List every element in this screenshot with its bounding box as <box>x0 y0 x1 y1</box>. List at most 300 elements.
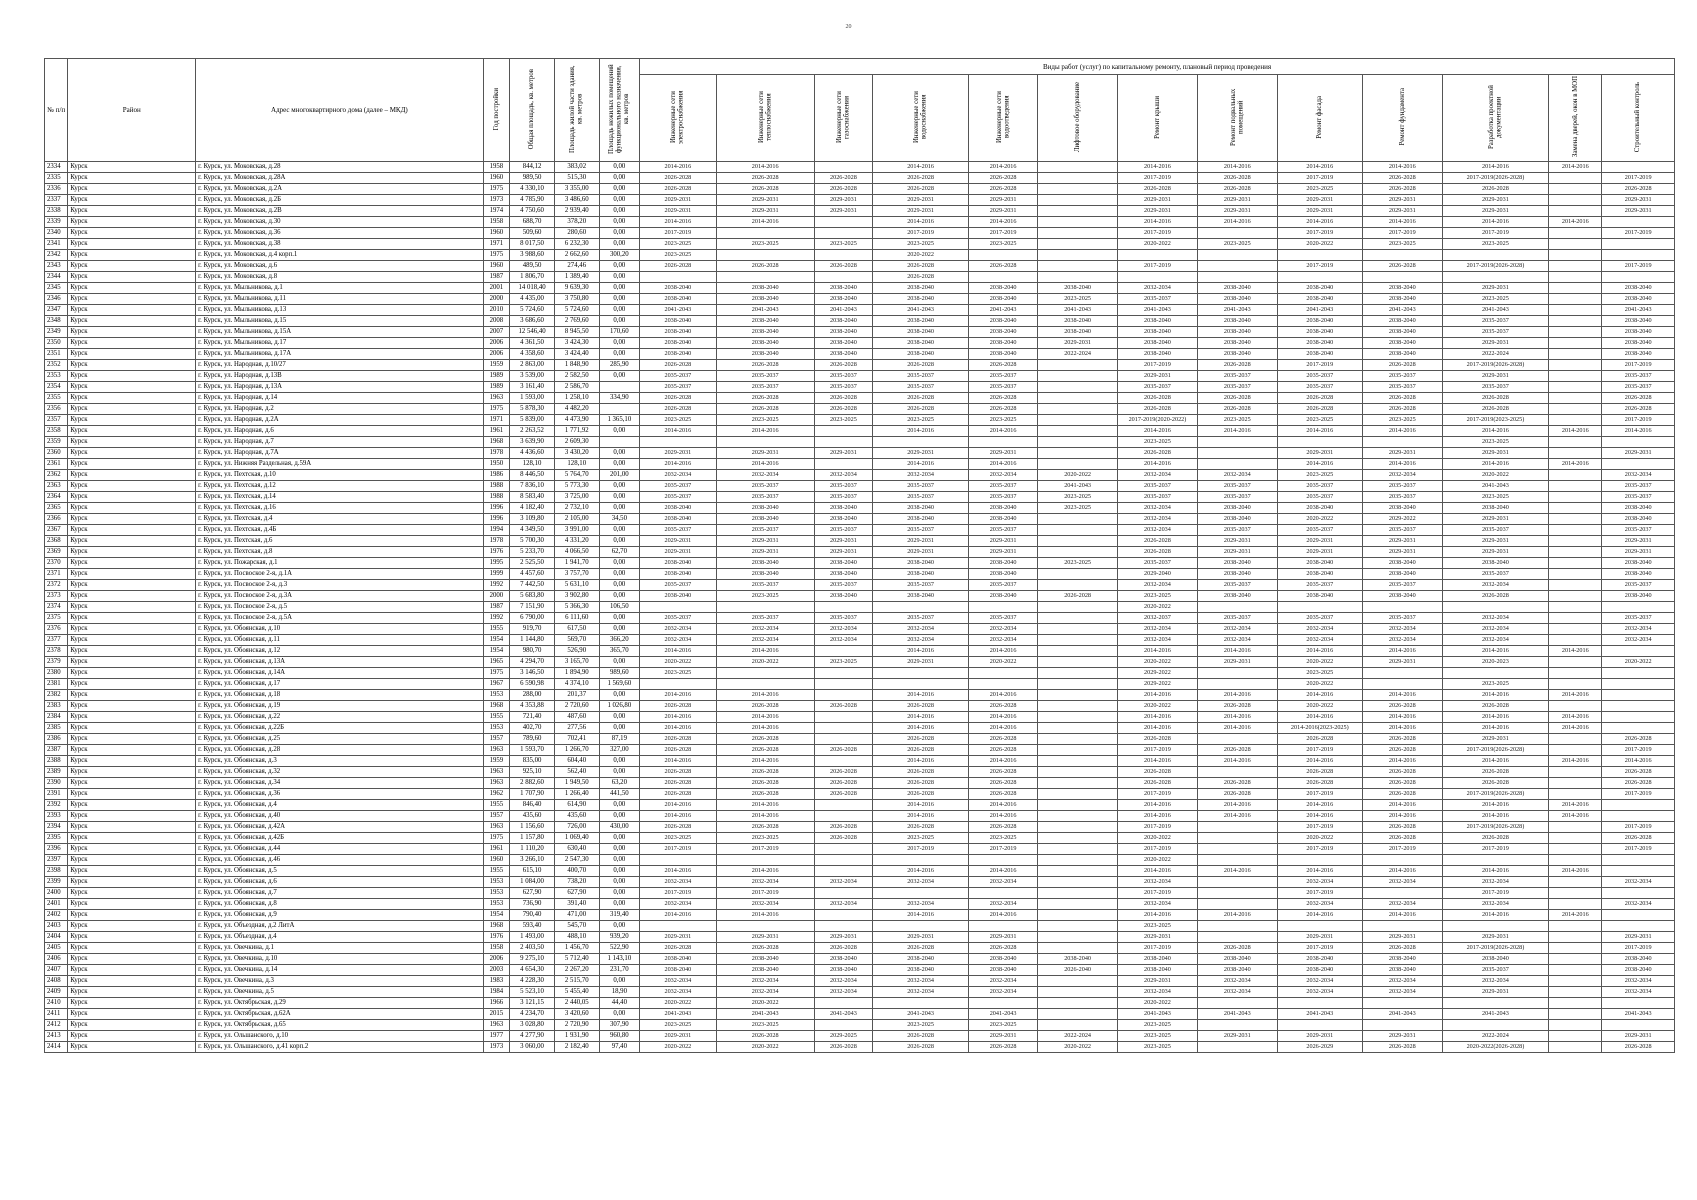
work-period-cell <box>1549 481 1602 492</box>
work-period-cell: 2035-2037 <box>1442 382 1548 393</box>
work-period-cell: 2035-2037 <box>640 371 717 382</box>
work-period-cell: 2032-2034 <box>1442 877 1548 888</box>
work-period-cell: 2017-2019(2026-2028) <box>1442 789 1548 800</box>
year-cell: 1953 <box>483 888 510 899</box>
work-period-cell: 2014-2016 <box>1277 756 1362 767</box>
work-period-cell <box>814 855 873 866</box>
work-period-cell: 2035-2037 <box>1442 965 1548 976</box>
address-cell: г. Курск, ул. Моковская, д.2А <box>196 184 483 195</box>
address-cell: г. Курск, ул. Моковская, д.4 корп.1 <box>196 250 483 261</box>
nonres-area-cell: 0,00 <box>599 536 639 547</box>
work-period-cell: 2014-2016 <box>640 217 717 228</box>
work-period-cell: 2032-2034 <box>969 624 1038 635</box>
year-cell: 1987 <box>483 272 510 283</box>
work-period-cell: 2038-2040 <box>716 327 814 338</box>
table-row <box>45 679 1675 690</box>
row-number: 2377 <box>45 635 68 646</box>
work-period-cell: 2026-2028 <box>640 184 717 195</box>
nonres-area-cell: 0,00 <box>599 657 639 668</box>
address-cell: г. Курск, ул. Народная, д.13А <box>196 382 483 393</box>
work-period-cell <box>814 910 873 921</box>
work-period-cell: 2017-2019(2026-2028) <box>1442 745 1548 756</box>
work-period-cell <box>1038 261 1118 272</box>
address-cell: г. Курск, ул. Объездная, д.2 ЛитА <box>196 921 483 932</box>
work-period-cell <box>1549 525 1602 536</box>
work-period-cell <box>814 712 873 723</box>
table-row <box>45 250 1675 261</box>
work-period-cell: 2014-2016 <box>1197 800 1277 811</box>
work-period-cell: 2029-2031 <box>969 206 1038 217</box>
work-period-cell: 2026-2028 <box>716 734 814 745</box>
work-period-cell <box>1602 646 1675 657</box>
work-period-cell: 2026-2028 <box>1197 393 1277 404</box>
work-period-cell <box>716 228 814 239</box>
work-period-cell: 2026-2028 <box>1602 184 1675 195</box>
nonres-area-cell: 0,00 <box>599 426 639 437</box>
total-area-cell: 509,60 <box>510 228 555 239</box>
year-cell: 2010 <box>483 305 510 316</box>
work-period-cell <box>1549 261 1602 272</box>
work-period-cell: 2026-2028 <box>873 173 969 184</box>
work-period-cell: 2038-2040 <box>1362 965 1442 976</box>
district-cell: Курск <box>68 459 196 470</box>
work-period-cell: 2014-2016 <box>716 800 814 811</box>
work-period-cell: 2032-2034 <box>1118 899 1198 910</box>
address-cell: г. Курск, ул. Моковская, д.8 <box>196 272 483 283</box>
work-period-cell: 2029-2031 <box>814 195 873 206</box>
work-period-cell: 2032-2034 <box>716 899 814 910</box>
work-period-cell <box>1038 624 1118 635</box>
table-row <box>45 1009 1675 1020</box>
work-period-cell <box>1197 1042 1277 1053</box>
work-period-cell: 2017-2019 <box>1602 844 1675 855</box>
work-period-cell: 2032-2034 <box>716 976 814 987</box>
work-period-cell: 2014-2016 <box>1549 910 1602 921</box>
table-row <box>45 393 1675 404</box>
work-period-cell: 2029-2031 <box>640 195 717 206</box>
work-period-cell: 2014-2016 <box>1277 800 1362 811</box>
work-period-cell: 2032-2034 <box>969 987 1038 998</box>
work-period-cell: 2023-2025 <box>716 833 814 844</box>
work-period-cell: 2026-2028 <box>873 1042 969 1053</box>
year-cell: 2003 <box>483 965 510 976</box>
row-number: 2362 <box>45 470 68 481</box>
work-period-cell <box>1197 844 1277 855</box>
total-area-cell: 736,90 <box>510 899 555 910</box>
year-cell: 1953 <box>483 723 510 734</box>
address-cell: г. Курск, ул. Пехтская, д.12 <box>196 481 483 492</box>
work-period-cell: 2026-2028 <box>716 943 814 954</box>
year-cell: 1950 <box>483 459 510 470</box>
table-row <box>45 503 1675 514</box>
row-number: 2385 <box>45 723 68 734</box>
nonres-area-cell: 0,00 <box>599 195 639 206</box>
work-period-cell <box>1602 250 1675 261</box>
work-period-cell: 2032-2034 <box>716 877 814 888</box>
work-period-cell: 2026-2028 <box>1442 184 1548 195</box>
col-header-work-water: Инженерные сети водоснабжения <box>873 75 969 162</box>
work-period-cell: 2014-2016 <box>1118 811 1198 822</box>
year-cell: 1953 <box>483 899 510 910</box>
work-period-cell: 2014-2016 <box>1118 426 1198 437</box>
work-period-cell: 2026-2028 <box>969 767 1038 778</box>
work-period-cell: 2038-2040 <box>1602 349 1675 360</box>
work-period-cell: 2032-2034 <box>873 624 969 635</box>
work-period-cell: 2026-2040 <box>1038 965 1118 976</box>
work-period-cell <box>1038 448 1118 459</box>
row-number: 2369 <box>45 547 68 558</box>
work-period-cell <box>1549 668 1602 679</box>
table-row <box>45 448 1675 459</box>
work-period-cell <box>969 888 1038 899</box>
work-period-cell: 2020-2022 <box>640 657 717 668</box>
work-period-cell: 2026-2028 <box>873 734 969 745</box>
work-period-cell: 2026-2029 <box>1277 1042 1362 1053</box>
work-period-cell: 2014-2016 <box>1362 217 1442 228</box>
table-row <box>45 536 1675 547</box>
work-period-cell: 2032-2034 <box>873 470 969 481</box>
work-period-cell: 2038-2040 <box>814 514 873 525</box>
work-period-cell: 2029-2031 <box>1602 1031 1675 1042</box>
district-cell: Курск <box>68 910 196 921</box>
work-period-cell: 2029-2031 <box>1362 932 1442 943</box>
work-period-cell: 2032-2034 <box>1197 976 1277 987</box>
work-period-cell: 2032-2034 <box>1118 624 1198 635</box>
work-period-cell: 2032-2034 <box>1197 470 1277 481</box>
col-header-work-facade: Ремонт фасада <box>1277 75 1362 162</box>
work-period-cell: 2029-2031 <box>1602 195 1675 206</box>
address-cell: г. Курск, ул. Обоянская, д.25 <box>196 734 483 745</box>
work-period-cell: 2014-2016 <box>1197 217 1277 228</box>
total-area-cell: 7 442,50 <box>510 580 555 591</box>
address-cell: г. Курск, ул. Моковская, д.38 <box>196 239 483 250</box>
work-period-cell: 2026-2028 <box>1277 767 1362 778</box>
work-period-cell: 2038-2040 <box>716 558 814 569</box>
district-cell: Курск <box>68 481 196 492</box>
work-period-cell <box>814 602 873 613</box>
year-cell: 2008 <box>483 316 510 327</box>
work-period-cell: 2029-2031 <box>1602 448 1675 459</box>
work-period-cell: 2032-2034 <box>873 877 969 888</box>
work-period-cell: 2035-2037 <box>814 492 873 503</box>
living-area-cell: 1 894,90 <box>554 668 599 679</box>
work-period-cell <box>1038 426 1118 437</box>
nonres-area-cell <box>599 382 639 393</box>
address-cell: г. Курск, ул. Народная, д.6 <box>196 426 483 437</box>
work-period-cell: 2017-2019(2026-2028) <box>1442 360 1548 371</box>
work-period-cell <box>1549 635 1602 646</box>
work-period-cell: 2035-2037 <box>1118 481 1198 492</box>
work-period-cell: 2032-2034 <box>640 976 717 987</box>
work-period-cell <box>1038 613 1118 624</box>
work-period-cell: 2014-2016 <box>716 723 814 734</box>
work-period-cell <box>640 679 717 690</box>
district-cell: Курск <box>68 899 196 910</box>
work-period-cell <box>1549 503 1602 514</box>
work-period-cell <box>814 679 873 690</box>
district-cell: Курск <box>68 162 196 173</box>
nonres-area-cell: 334,90 <box>599 393 639 404</box>
work-period-cell: 2026-2028 <box>1602 404 1675 415</box>
work-period-cell: 2038-2040 <box>969 569 1038 580</box>
address-cell: г. Курск, ул. Обоянская, д.22 <box>196 712 483 723</box>
work-period-cell: 2029-2031 <box>969 1031 1038 1042</box>
work-period-cell: 2032-2034 <box>1362 976 1442 987</box>
work-period-cell: 2014-2016 <box>640 162 717 173</box>
work-period-cell: 2038-2040 <box>1362 316 1442 327</box>
work-period-cell: 2014-2016 <box>1362 459 1442 470</box>
work-period-cell: 2017-2019(2026-2028) <box>1442 173 1548 184</box>
living-area-cell: 3 725,00 <box>554 492 599 503</box>
work-period-cell: 2038-2040 <box>1602 503 1675 514</box>
row-number: 2412 <box>45 1020 68 1031</box>
work-period-cell <box>1038 547 1118 558</box>
living-area-cell: 4 374,10 <box>554 679 599 690</box>
work-period-cell: 2029-2031 <box>1038 338 1118 349</box>
work-period-cell <box>1038 1009 1118 1020</box>
living-area-cell: 6 232,30 <box>554 239 599 250</box>
work-period-cell: 2038-2040 <box>1602 954 1675 965</box>
work-period-cell: 2017-2019 <box>1602 173 1675 184</box>
table-row <box>45 745 1675 756</box>
table-row <box>45 778 1675 789</box>
work-period-cell <box>1038 778 1118 789</box>
work-period-cell: 2026-2028 <box>716 360 814 371</box>
work-period-cell <box>1602 998 1675 1009</box>
total-area-cell: 919,70 <box>510 624 555 635</box>
total-area-cell: 1 110,20 <box>510 844 555 855</box>
table-row <box>45 338 1675 349</box>
work-period-cell: 2014-2016 <box>1197 811 1277 822</box>
living-area-cell: 277,56 <box>554 723 599 734</box>
year-cell: 1961 <box>483 426 510 437</box>
nonres-area-cell: 430,00 <box>599 822 639 833</box>
work-period-cell: 2035-2037 <box>814 371 873 382</box>
total-area-cell: 2 525,50 <box>510 558 555 569</box>
work-period-cell: 2035-2037 <box>1602 382 1675 393</box>
work-period-cell: 2035-2037 <box>1362 481 1442 492</box>
work-period-cell <box>1038 635 1118 646</box>
work-period-cell: 2029-2031 <box>1362 448 1442 459</box>
work-period-cell: 2017-2019 <box>640 888 717 899</box>
nonres-area-cell <box>599 437 639 448</box>
table-row <box>45 591 1675 602</box>
col-header-work-basement: Ремонт подвальных помещений <box>1197 75 1277 162</box>
work-period-cell: 2038-2040 <box>1197 954 1277 965</box>
nonres-area-cell: 18,90 <box>599 987 639 998</box>
work-period-cell: 2023-2025 <box>1277 668 1362 679</box>
living-area-cell: 2 515,70 <box>554 976 599 987</box>
work-period-cell: 2023-2025 <box>1038 294 1118 305</box>
work-period-cell: 2014-2016 <box>640 811 717 822</box>
work-period-cell: 2038-2040 <box>873 327 969 338</box>
living-area-cell: 1 266,70 <box>554 745 599 756</box>
year-cell: 1996 <box>483 503 510 514</box>
work-period-cell: 2017-2019 <box>1277 822 1362 833</box>
district-cell: Курск <box>68 734 196 745</box>
address-cell: г. Курск, ул. Обоянская, д.6 <box>196 877 483 888</box>
work-period-cell: 2041-2043 <box>716 1009 814 1020</box>
work-period-cell <box>1197 833 1277 844</box>
row-number: 2393 <box>45 811 68 822</box>
work-period-cell: 2038-2040 <box>873 965 969 976</box>
year-cell: 2006 <box>483 338 510 349</box>
work-period-cell: 2032-2034 <box>1277 987 1362 998</box>
work-period-cell: 2026-2028 <box>1197 360 1277 371</box>
nonres-area-cell: 0,00 <box>599 184 639 195</box>
total-area-cell: 3 028,80 <box>510 1020 555 1031</box>
nonres-area-cell: 87,19 <box>599 734 639 745</box>
row-number: 2386 <box>45 734 68 745</box>
year-cell: 2007 <box>483 327 510 338</box>
work-period-cell <box>1038 382 1118 393</box>
work-period-cell: 2032-2034 <box>873 899 969 910</box>
work-period-cell: 2038-2040 <box>1197 283 1277 294</box>
work-period-cell <box>1549 888 1602 899</box>
nonres-area-cell: 307,90 <box>599 1020 639 1031</box>
year-cell: 1977 <box>483 1031 510 1042</box>
work-period-cell: 2017-2019 <box>1602 360 1675 371</box>
work-period-cell: 2035-2037 <box>873 382 969 393</box>
work-period-cell: 2014-2016 <box>640 712 717 723</box>
work-period-cell: 2017-2019 <box>1442 844 1548 855</box>
work-period-cell: 2026-2028 <box>814 943 873 954</box>
address-cell: г. Курск, ул. Октябрьская, д.62А <box>196 1009 483 1020</box>
work-period-cell: 2035-2037 <box>1362 580 1442 591</box>
work-period-cell: 2014-2016 <box>1442 459 1548 470</box>
nonres-area-cell: 62,70 <box>599 547 639 558</box>
row-number: 2391 <box>45 789 68 800</box>
work-period-cell: 2014-2016 <box>1602 756 1675 767</box>
total-area-cell: 4 358,60 <box>510 349 555 360</box>
work-period-cell <box>1038 987 1118 998</box>
work-period-cell: 2014-2016 <box>969 800 1038 811</box>
work-period-cell: 2026-2028 <box>1442 767 1548 778</box>
work-period-cell <box>1549 327 1602 338</box>
work-period-cell <box>716 602 814 613</box>
living-area-cell: 630,40 <box>554 844 599 855</box>
district-cell: Курск <box>68 184 196 195</box>
row-number: 2337 <box>45 195 68 206</box>
district-cell: Курск <box>68 613 196 624</box>
district-cell: Курск <box>68 283 196 294</box>
work-period-cell: 2026-2028 <box>969 778 1038 789</box>
total-area-cell: 3 121,15 <box>510 998 555 1009</box>
work-period-cell: 2041-2043 <box>1197 305 1277 316</box>
work-period-cell: 2014-2016 <box>969 690 1038 701</box>
work-period-cell: 2038-2040 <box>1277 591 1362 602</box>
work-period-cell: 2026-2028 <box>1362 833 1442 844</box>
district-cell: Курск <box>68 470 196 481</box>
work-period-cell: 2026-2028 <box>814 833 873 844</box>
living-area-cell: 3 355,00 <box>554 184 599 195</box>
total-area-cell: 14 018,40 <box>510 283 555 294</box>
work-period-cell: 2017-2019 <box>1277 844 1362 855</box>
table-row <box>45 668 1675 679</box>
total-area-cell: 1 084,00 <box>510 877 555 888</box>
work-period-cell: 2026-2028 <box>873 393 969 404</box>
total-area-cell: 4 436,60 <box>510 448 555 459</box>
work-period-cell: 2026-2028 <box>1277 404 1362 415</box>
work-period-cell: 2029-2031 <box>1602 932 1675 943</box>
work-period-cell: 2014-2016 <box>1549 800 1602 811</box>
work-period-cell: 2026-2028 <box>969 404 1038 415</box>
work-period-cell: 2026-2028 <box>814 404 873 415</box>
table-row <box>45 690 1675 701</box>
work-period-cell: 2020-2022 <box>1442 470 1548 481</box>
table-row <box>45 954 1675 965</box>
work-period-cell: 2041-2043 <box>814 305 873 316</box>
work-period-cell <box>716 437 814 448</box>
work-period-cell: 2014-2016 <box>640 756 717 767</box>
work-period-cell <box>1549 580 1602 591</box>
nonres-area-cell: 0,00 <box>599 690 639 701</box>
work-period-cell <box>1038 712 1118 723</box>
work-period-cell: 2017-2019 <box>1118 844 1198 855</box>
nonres-area-cell: 989,60 <box>599 668 639 679</box>
work-period-cell: 2017-2019 <box>1602 822 1675 833</box>
living-area-cell: 1 266,40 <box>554 789 599 800</box>
work-period-cell: 2014-2016 <box>1442 800 1548 811</box>
work-period-cell: 2038-2040 <box>969 503 1038 514</box>
work-period-cell: 2026-2028 <box>1442 701 1548 712</box>
work-period-cell: 2029-2031 <box>1442 206 1548 217</box>
work-period-cell: 2023-2025 <box>1038 558 1118 569</box>
address-cell: г. Курск, ул. Обоянская, д.7 <box>196 888 483 899</box>
work-period-cell: 2014-2016 <box>1442 690 1548 701</box>
year-cell: 1968 <box>483 921 510 932</box>
work-period-cell: 2029-2031 <box>814 206 873 217</box>
work-period-cell <box>1038 833 1118 844</box>
district-cell: Курск <box>68 965 196 976</box>
work-period-cell: 2032-2034 <box>1362 899 1442 910</box>
work-period-cell: 2035-2037 <box>640 525 717 536</box>
work-period-cell: 2038-2040 <box>1602 338 1675 349</box>
work-period-cell <box>873 855 969 866</box>
work-period-cell: 2023-2025 <box>1277 470 1362 481</box>
work-period-cell <box>814 272 873 283</box>
year-cell: 1963 <box>483 1020 510 1031</box>
work-period-cell <box>1038 646 1118 657</box>
work-period-cell: 2026-2028 <box>873 943 969 954</box>
work-period-cell: 2029-2025 <box>814 1031 873 1042</box>
row-number: 2351 <box>45 349 68 360</box>
work-period-cell: 2029-2031 <box>1277 195 1362 206</box>
work-period-cell <box>1549 393 1602 404</box>
work-period-cell: 2038-2040 <box>1602 294 1675 305</box>
work-period-cell: 2035-2037 <box>969 525 1038 536</box>
work-period-cell <box>1038 173 1118 184</box>
work-period-cell: 2035-2037 <box>1277 492 1362 503</box>
total-area-cell: 6 590,98 <box>510 679 555 690</box>
work-period-cell <box>1277 921 1362 932</box>
col-header-work-design-docs: Разработка проектной документации <box>1442 75 1548 162</box>
work-period-cell: 2026-2028 <box>873 184 969 195</box>
work-period-cell: 2023-2025 <box>1362 415 1442 426</box>
district-cell: Курск <box>68 954 196 965</box>
work-period-cell <box>1038 360 1118 371</box>
district-cell: Курск <box>68 921 196 932</box>
work-period-cell: 2017-2019 <box>1277 261 1362 272</box>
work-period-cell: 2026-2028 <box>640 393 717 404</box>
address-cell: г. Курск, ул. Обоянская, д.42Б <box>196 833 483 844</box>
work-period-cell: 2029-2031 <box>969 547 1038 558</box>
work-period-cell <box>1038 855 1118 866</box>
address-cell: г. Курск, ул. Народная, д.7А <box>196 448 483 459</box>
nonres-area-cell: 0,00 <box>599 228 639 239</box>
work-period-cell: 2038-2040 <box>1197 591 1277 602</box>
table-row <box>45 316 1675 327</box>
